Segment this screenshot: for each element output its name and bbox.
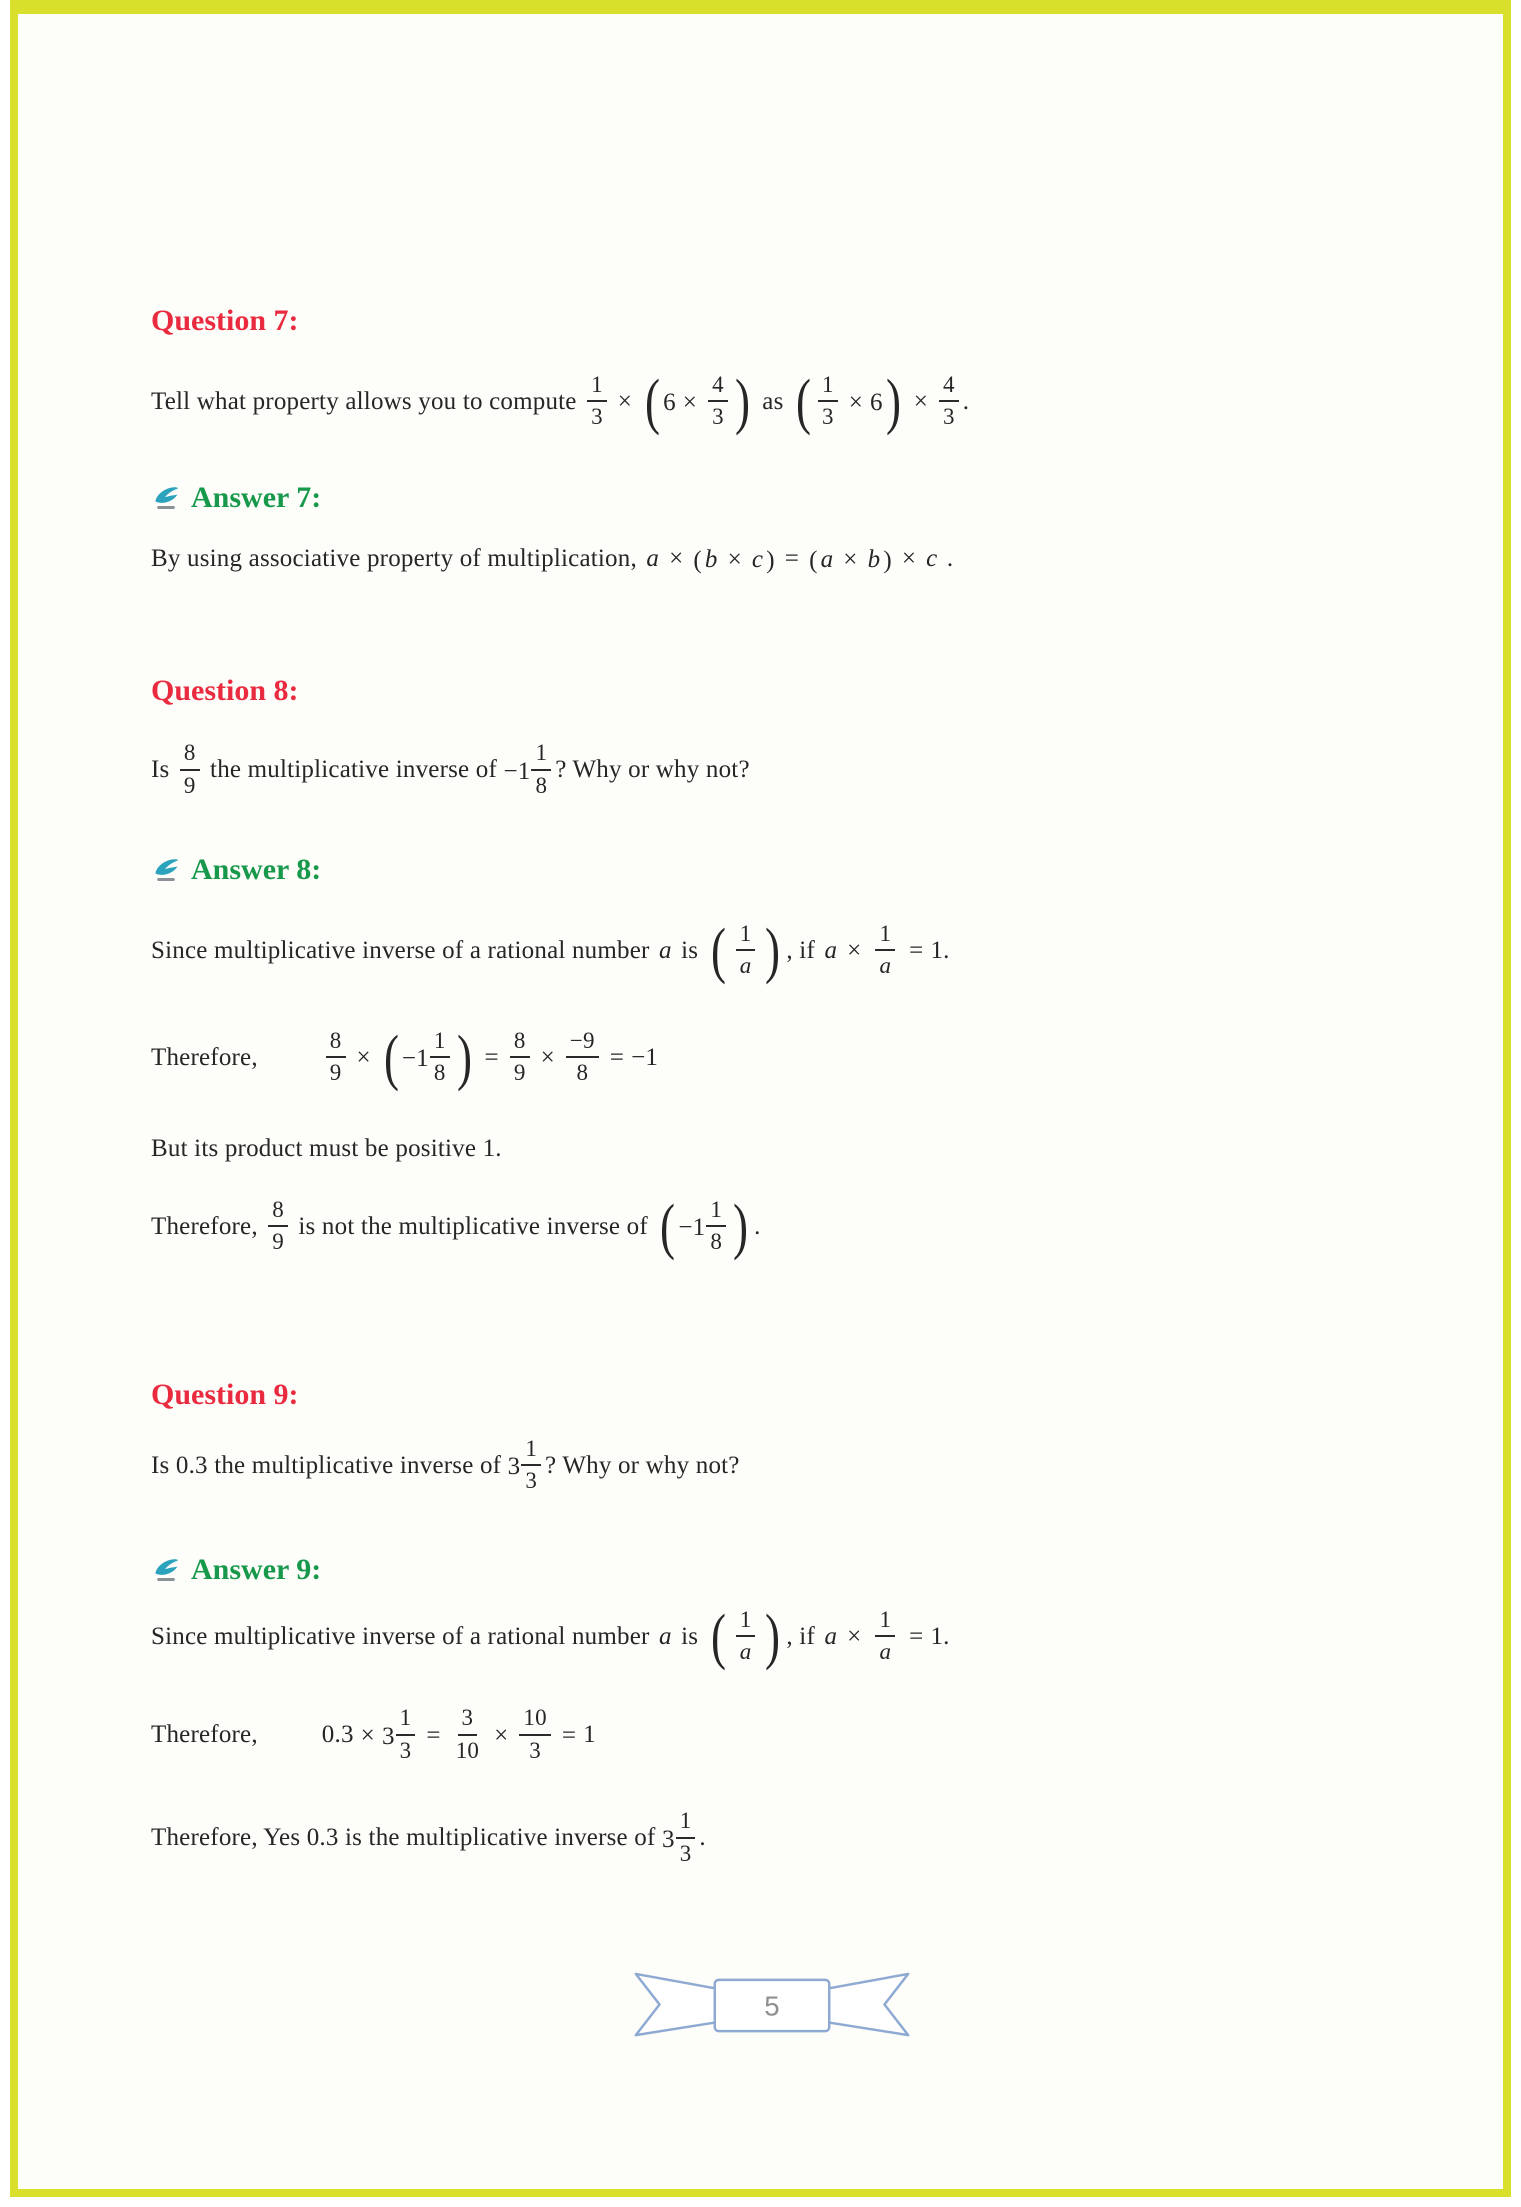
close-paren-icon: ): [765, 915, 781, 986]
fraction-denominator: a: [879, 1638, 892, 1664]
math-text: 6: [663, 389, 676, 417]
math-whole-part: 3: [661, 1825, 675, 1853]
question-8-section: [151, 674, 1393, 1262]
open-paren-icon: (: [710, 915, 726, 986]
fraction-denominator: 8: [576, 1060, 589, 1086]
open-paren-icon: (: [693, 546, 702, 574]
question-9-heading: Question 9:: [151, 1377, 299, 1411]
math-fraction: [818, 372, 838, 431]
math-variable: b: [704, 546, 718, 574]
math-operator: =: [909, 1622, 924, 1650]
fraction-numerator: 1: [818, 372, 838, 402]
page-number: 5: [764, 1990, 780, 2022]
math-variable: a: [824, 937, 838, 965]
close-paren-icon: ): [734, 366, 750, 437]
close-paren-icon: ): [456, 1022, 472, 1093]
evidyarthi-logo-icon: [151, 1555, 181, 1585]
math-operator: =: [484, 1044, 499, 1072]
answer-8-line-1: [151, 915, 1393, 986]
fraction-numerator: 1: [706, 1197, 726, 1227]
fraction-denominator: 3: [529, 1737, 541, 1763]
math-whole-part: −1: [503, 757, 531, 785]
question-9-section: [151, 1378, 1393, 1870]
answer-8-line-4: [151, 1191, 1393, 1262]
math-text: .: [940, 544, 954, 572]
answer-8-heading: [151, 853, 1393, 887]
fraction-denominator: 10: [455, 1737, 480, 1763]
fraction-denominator: a: [739, 953, 752, 979]
math-text: the multiplicative inverse of: [203, 756, 504, 784]
math-mixed-number: [507, 1435, 545, 1497]
question-7-text: [151, 366, 1393, 437]
fraction-numerator: 4: [708, 372, 728, 402]
fraction-numerator: 1: [875, 921, 895, 951]
math-fraction: [531, 740, 551, 799]
fraction-numerator: 1: [736, 1607, 756, 1637]
math-operator: ×: [727, 546, 742, 574]
evidyarthi-logo-icon: [151, 855, 181, 885]
math-whole-part: 3: [507, 1453, 521, 1481]
math-whole-part: 3: [381, 1722, 395, 1750]
fraction-denominator: a: [879, 953, 892, 979]
math-fraction: [519, 1705, 550, 1764]
math-variable: b: [867, 546, 881, 574]
math-text: ? Why or why not?: [555, 756, 750, 784]
close-paren-icon: ): [765, 1600, 781, 1671]
open-paren-icon: (: [710, 1600, 726, 1671]
math-variable: a: [820, 546, 834, 574]
math-paren-content: [663, 374, 732, 433]
math-paren-content: [818, 546, 884, 574]
math-operator: =: [426, 1721, 441, 1749]
math-whole-part: −1: [678, 1214, 706, 1242]
answer-9-label: Answer 9:: [191, 1552, 322, 1586]
math-operator: ×: [617, 388, 633, 416]
answer-7-heading: [151, 481, 1393, 515]
open-paren-icon: (: [645, 366, 661, 437]
math-fraction: [566, 1028, 599, 1087]
fraction-numerator: 8: [326, 1028, 346, 1058]
fraction-denominator: 3: [525, 1468, 538, 1494]
math-fraction: [180, 740, 200, 799]
math-fraction: [430, 1028, 450, 1087]
math-text: 1: [583, 1721, 596, 1749]
math-fraction: [733, 921, 759, 980]
math-paren-content: [814, 374, 883, 433]
question-7-section: [151, 304, 1393, 574]
math-text: Is 0.3 the multiplicative inverse of: [151, 1451, 508, 1479]
page-content: [18, 14, 1503, 2047]
fraction-denominator: 3: [712, 404, 724, 430]
math-variable: a: [824, 1622, 838, 1650]
math-mixed-number: [662, 1810, 699, 1869]
fraction-numerator: 1: [676, 1808, 696, 1838]
math-variable: a: [658, 1622, 672, 1650]
math-operator: =: [561, 1721, 577, 1749]
math-text: is: [674, 1622, 705, 1650]
answer-9-heading: [151, 1553, 1393, 1587]
fraction-denominator: 9: [329, 1060, 342, 1086]
math-operator: ×: [360, 1721, 375, 1749]
answer-8-line-2: [151, 1022, 1393, 1093]
math-fraction: [872, 1607, 898, 1666]
math-text: as: [755, 388, 790, 416]
math-paren-content: [678, 1196, 730, 1258]
math-text: , if: [786, 937, 822, 965]
math-variable: c: [926, 544, 938, 572]
fraction-denominator: a: [739, 1638, 752, 1664]
fraction-denominator: 8: [535, 772, 548, 798]
math-paren-content: [729, 1606, 763, 1668]
math-fraction: [676, 1808, 696, 1867]
math-parenthesis-group: [381, 1022, 475, 1093]
math-parenthesis-group: [642, 366, 753, 437]
math-text: Is: [151, 756, 176, 784]
math-operator: ×: [848, 389, 863, 417]
fraction-denominator: 3: [943, 404, 955, 430]
math-text: Therefore, Yes 0.3 is the multiplicative inverse of: [151, 1824, 662, 1852]
close-paren-icon: ): [885, 366, 901, 437]
math-fraction: [510, 1028, 530, 1087]
page-number-ribbon: [624, 1964, 920, 2047]
open-paren-icon: (: [809, 546, 818, 574]
math-variable: c: [751, 546, 764, 574]
math-operator: ×: [540, 1044, 555, 1072]
math-text: Therefore,: [151, 1044, 258, 1072]
fraction-numerator: 8: [268, 1197, 288, 1227]
fraction-numerator: 10: [519, 1705, 550, 1735]
fraction-numerator: 8: [180, 740, 200, 770]
answer-9-line-1: [151, 1600, 1393, 1671]
math-fraction: [452, 1705, 483, 1764]
math-variable: a: [646, 544, 660, 572]
footer-ribbon: [151, 1964, 1393, 2047]
fraction-numerator: 1: [396, 1705, 416, 1735]
math-fraction: [733, 1607, 759, 1666]
math-fraction: [587, 372, 607, 431]
fraction-numerator: −9: [566, 1028, 599, 1058]
fraction-numerator: 1: [521, 1436, 541, 1466]
question-9-text: [151, 1435, 1393, 1497]
question-7-heading: Question 7:: [151, 304, 299, 337]
fraction-numerator: 3: [458, 1705, 478, 1735]
ribbon-left-flag: [636, 1974, 723, 2035]
math-text: 1.: [930, 937, 950, 965]
math-operator: =: [609, 1044, 625, 1072]
answer-7-text: [151, 545, 1393, 574]
math-text: Since multiplicative inverse of a rational number: [151, 1622, 656, 1650]
math-fraction: [326, 1028, 346, 1087]
math-text: .: [699, 1824, 706, 1852]
math-mixed-number: [678, 1196, 730, 1258]
math-variable: a: [658, 937, 672, 965]
math-parenthesis-group: [708, 1600, 784, 1671]
math-fraction: [396, 1705, 416, 1764]
math-operator: ×: [847, 937, 862, 965]
fraction-denominator: 3: [591, 404, 603, 430]
math-fraction: [872, 921, 898, 980]
page-border-frame: [10, 0, 1511, 2197]
fraction-numerator: 1: [736, 921, 756, 951]
math-text: But its product must be positive 1.: [151, 1134, 502, 1162]
math-fraction: [939, 372, 959, 431]
evidyarthi-logo-icon: [151, 483, 181, 513]
math-mixed-number: [382, 1707, 419, 1766]
answer-9-line-2: [151, 1707, 1393, 1766]
math-text: 1.: [930, 1622, 950, 1650]
math-fraction: [706, 1197, 726, 1256]
close-paren-icon: ): [766, 546, 775, 574]
math-text: 0.3: [321, 1721, 354, 1749]
math-text: .: [962, 388, 970, 416]
math-operator: ×: [901, 544, 917, 572]
fraction-denominator: 8: [710, 1229, 723, 1255]
math-parenthesis-group: [657, 1191, 751, 1262]
close-paren-icon: ): [883, 546, 892, 574]
fraction-numerator: 1: [587, 372, 607, 402]
fraction-denominator: 3: [821, 404, 834, 430]
math-text: is: [674, 937, 705, 965]
math-fraction: [521, 1436, 541, 1495]
close-paren-icon: ): [733, 1191, 749, 1262]
fraction-numerator: 4: [939, 372, 959, 402]
fraction-denominator: 9: [513, 1060, 526, 1086]
math-text: is not the multiplicative inverse of: [291, 1212, 655, 1240]
math-operator: ×: [682, 389, 698, 417]
math-mixed-number: [401, 1027, 454, 1089]
fraction-denominator: 9: [272, 1229, 284, 1255]
math-parenthesis-group: [693, 546, 774, 574]
fraction-numerator: 1: [430, 1028, 450, 1058]
fraction-denominator: 8: [433, 1060, 446, 1086]
math-fraction: [708, 372, 728, 431]
open-paren-icon: (: [383, 1022, 399, 1093]
question-8-heading: Question 8:: [151, 674, 299, 708]
math-parenthesis-group: [708, 915, 784, 986]
math-text: −1: [631, 1044, 659, 1072]
math-operator: =: [909, 937, 924, 965]
math-mixed-number: [503, 742, 555, 801]
math-operator: ×: [843, 546, 858, 574]
math-paren-content: [702, 546, 766, 574]
fraction-denominator: 9: [183, 772, 196, 798]
open-paren-icon: (: [795, 366, 812, 437]
math-parenthesis-group: [793, 366, 904, 437]
fraction-denominator: 3: [399, 1737, 412, 1763]
math-operator: ×: [913, 388, 929, 416]
math-operator: =: [784, 544, 800, 572]
math-text: ? Why or why not?: [545, 1451, 740, 1479]
math-text: 6: [870, 389, 883, 417]
answer-7-label: Answer 7:: [191, 480, 322, 514]
math-text: Since multiplicative inverse of a rational number: [151, 937, 656, 965]
math-text: , if: [786, 1622, 822, 1650]
math-paren-content: [401, 1027, 454, 1089]
question-8-text: [151, 742, 1393, 801]
math-text: By using associative property of multiplication,: [151, 544, 644, 572]
math-operator: ×: [494, 1721, 509, 1749]
math-paren-content: [729, 923, 763, 982]
answer-8-label: Answer 8:: [191, 853, 322, 887]
math-operator: ×: [356, 1044, 371, 1072]
fraction-numerator: 1: [531, 740, 551, 770]
math-parenthesis-group: [809, 546, 892, 574]
fraction-denominator: 3: [679, 1840, 692, 1866]
math-fraction: [268, 1197, 288, 1256]
math-text: .: [754, 1212, 761, 1240]
answer-9-line-3: [151, 1810, 1393, 1869]
answer-8-line-3: [151, 1135, 1393, 1163]
fraction-numerator: 8: [510, 1028, 530, 1058]
math-operator: ×: [669, 544, 684, 572]
math-text: Therefore,: [151, 1212, 265, 1240]
fraction-numerator: 1: [875, 1607, 895, 1637]
ribbon-right-flag: [821, 1974, 908, 2035]
open-paren-icon: (: [660, 1191, 676, 1262]
math-text: Tell what property allows you to compute: [151, 388, 584, 416]
math-operator: ×: [847, 1622, 862, 1650]
math-text: Therefore,: [151, 1721, 258, 1749]
math-whole-part: −1: [401, 1045, 429, 1073]
